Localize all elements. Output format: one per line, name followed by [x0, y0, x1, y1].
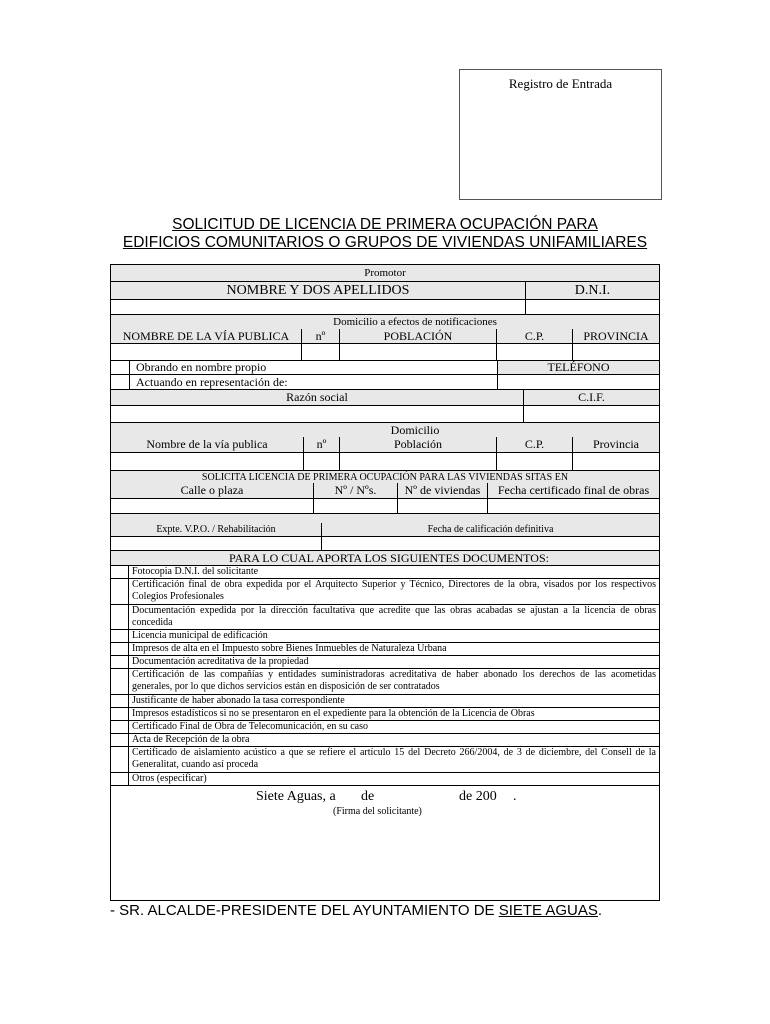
document-item: Documentación expedida por la dirección facultativa que acredite que las obras acabadas se ajustan a la licencia de obras concedida: [111, 604, 659, 629]
document-checkbox[interactable]: [111, 656, 129, 668]
propio-checkbox[interactable]: [111, 361, 129, 374]
viviendas-field[interactable]: [397, 499, 487, 513]
via-field[interactable]: [111, 344, 301, 360]
footer-town: SIETE AGUAS: [498, 902, 598, 919]
address-header-row: NOMBRE DE LA VÍA PUBLICA nº POBLACIÓN C.P. PROVINCIA: [111, 329, 659, 343]
signature-area[interactable]: [111, 821, 659, 899]
form-title-line2: EDIFICIOS COMUNITARIOS O GRUPOS DE VIVIENDAS UNIFAMILIARES: [122, 234, 648, 251]
document-item: Certificación de las compañías y entidades suministradoras acreditativa de haber abonado los derechos de las acometidas generales, por lo que dichos servicios están en disposición de ser contratados: [111, 668, 659, 694]
document-checkbox[interactable]: [111, 643, 129, 655]
document-checkbox[interactable]: [111, 773, 129, 785]
document-checkbox[interactable]: [111, 721, 129, 733]
registro-label: Registro de Entrada: [508, 76, 613, 91]
address-input-row: [111, 343, 659, 360]
solicita-input-row: [111, 498, 659, 513]
cif-label: C.I.F.: [523, 390, 659, 405]
provincia-field[interactable]: [572, 344, 659, 360]
document-item: Fotocopia D.N.I. del solicitante: [111, 565, 659, 578]
document-item: Documentación acreditativa de la propiedad: [111, 655, 659, 668]
razon-social-label: Razón social: [286, 390, 348, 404]
razon-social-field[interactable]: [111, 406, 523, 422]
document-checkbox[interactable]: [111, 579, 129, 604]
firma-dot: .: [513, 789, 517, 804]
application-form: [110, 264, 660, 901]
solicita-spacer: [111, 513, 659, 523]
firma-de2: de 200: [459, 789, 497, 804]
fecha-calif-label: Fecha de calificación definitiva: [321, 523, 659, 536]
document-item: Certificación final de obra expedida por el Arquitecto Superior y Técnico, Directores de la obra, visados por los respectivos Colegios Profesionales: [111, 578, 659, 604]
document-checkbox[interactable]: [111, 747, 129, 772]
form-title-line1: SOLICITUD DE LICENCIA DE PRIMERA OCUPACIÓN PARA: [172, 216, 598, 233]
name-label: NOMBRE Y DOS APELLIDOS: [226, 282, 410, 298]
calle-field[interactable]: [111, 499, 313, 513]
footer-prefix: - SR. ALCALDE-PRESIDENTE DEL AYUNTAMIENTO DE: [110, 902, 499, 919]
name-field[interactable]: [111, 300, 525, 314]
document-checkbox[interactable]: [111, 566, 129, 578]
document-item: Licencia municipal de edificación: [111, 629, 659, 642]
numeros-field[interactable]: [313, 499, 397, 513]
solicita-columns-row: Calle o plaza Nº / Nºs. Nº de viviendas Fecha certificado final de obras: [111, 483, 659, 498]
razon-cif-input-row: [111, 405, 659, 422]
document-item: Otros (especificar): [111, 772, 659, 786]
footer-suffix: .: [597, 902, 603, 919]
documentos-header: PARA LO CUAL APORTA LOS SIGUIENTES DOCUMENTOS:: [111, 550, 659, 565]
dni-field[interactable]: [525, 300, 659, 314]
expte-input-row: [111, 536, 659, 550]
domicilio-cp-field[interactable]: [496, 453, 572, 470]
num-field[interactable]: [301, 344, 339, 360]
representacion-label: Actuando en representación de:: [129, 375, 497, 389]
representacion-row: [111, 374, 659, 389]
document-checkbox[interactable]: [111, 708, 129, 720]
razon-cif-header-row: [111, 389, 659, 405]
fecha-calif-field[interactable]: [321, 537, 659, 550]
domicilio-columns-row: Nombre de la vía publica nº Población C.P. Provincia: [111, 437, 659, 452]
document-item: Justificante de haber abonado la tasa correspondiente: [111, 694, 659, 707]
recipient-footer: [110, 902, 602, 919]
expte-field[interactable]: [111, 537, 321, 550]
representacion-checkbox[interactable]: [111, 375, 129, 389]
document-checkbox[interactable]: [111, 630, 129, 642]
propio-row: [111, 360, 659, 374]
document-item: Certificado Final de Obra de Telecomunicación, en su caso: [111, 720, 659, 733]
promotor-header: Promotor: [111, 265, 659, 281]
domicilio-provincia-field[interactable]: [572, 453, 659, 470]
document-checkbox[interactable]: [111, 605, 129, 629]
firma-place: Siete Aguas, a: [256, 789, 336, 804]
telefono-field[interactable]: [497, 375, 659, 389]
expte-header-row: [111, 523, 659, 536]
firma-label: (Firma del solicitante): [333, 806, 422, 817]
solicita-header: SOLICITA LICENCIA DE PRIMERA OCUPACIÓN PARA LAS VIVIENDAS SITAS EN: [111, 470, 659, 483]
registro-entrada-box: [459, 69, 662, 200]
domicilio-poblacion-field[interactable]: [339, 453, 496, 470]
firma-de1: de: [361, 789, 375, 804]
dni-label: D.N.I.: [525, 282, 659, 299]
document-item: Certificado de aislamiento acústico a que se refiere el artículo 15 del Decreto 266/2004, de 3 de diciembre, del Consell de la Generalitat, cuando así proceda: [111, 746, 659, 772]
cp-field[interactable]: [496, 344, 572, 360]
document-item: Impresos estadísticos si no se presentaron en el expediente para la obtención de la Licencia de Obras: [111, 707, 659, 720]
document-item: Acta de Recepción de la obra: [111, 733, 659, 746]
domicilio-via-field[interactable]: [111, 453, 303, 470]
domicilio-notificaciones-header: Domicilio a efectos de notificaciones: [111, 314, 659, 329]
domicilio-num-field[interactable]: [303, 453, 339, 470]
document-checkbox[interactable]: [111, 669, 129, 694]
expte-label: Expte. V.P.O. / Rehabilitación: [156, 524, 276, 535]
name-dni-input-row: [111, 299, 659, 314]
document-item: Impresos de alta en el Impuesto sobre Bienes Inmuebles de Naturaleza Urbana: [111, 642, 659, 655]
poblacion-field[interactable]: [339, 344, 496, 360]
domicilio-input-row: [111, 452, 659, 470]
cif-field[interactable]: [523, 406, 659, 422]
telefono-label: TELÉFONO: [497, 361, 659, 374]
document-checkbox[interactable]: [111, 695, 129, 707]
name-dni-header-row: [111, 281, 659, 299]
document-checkbox[interactable]: [111, 734, 129, 746]
fecha-cert-field[interactable]: [487, 499, 659, 513]
propio-label: Obrando en nombre propio: [129, 361, 497, 374]
domicilio-header: Domicilio: [111, 422, 659, 437]
